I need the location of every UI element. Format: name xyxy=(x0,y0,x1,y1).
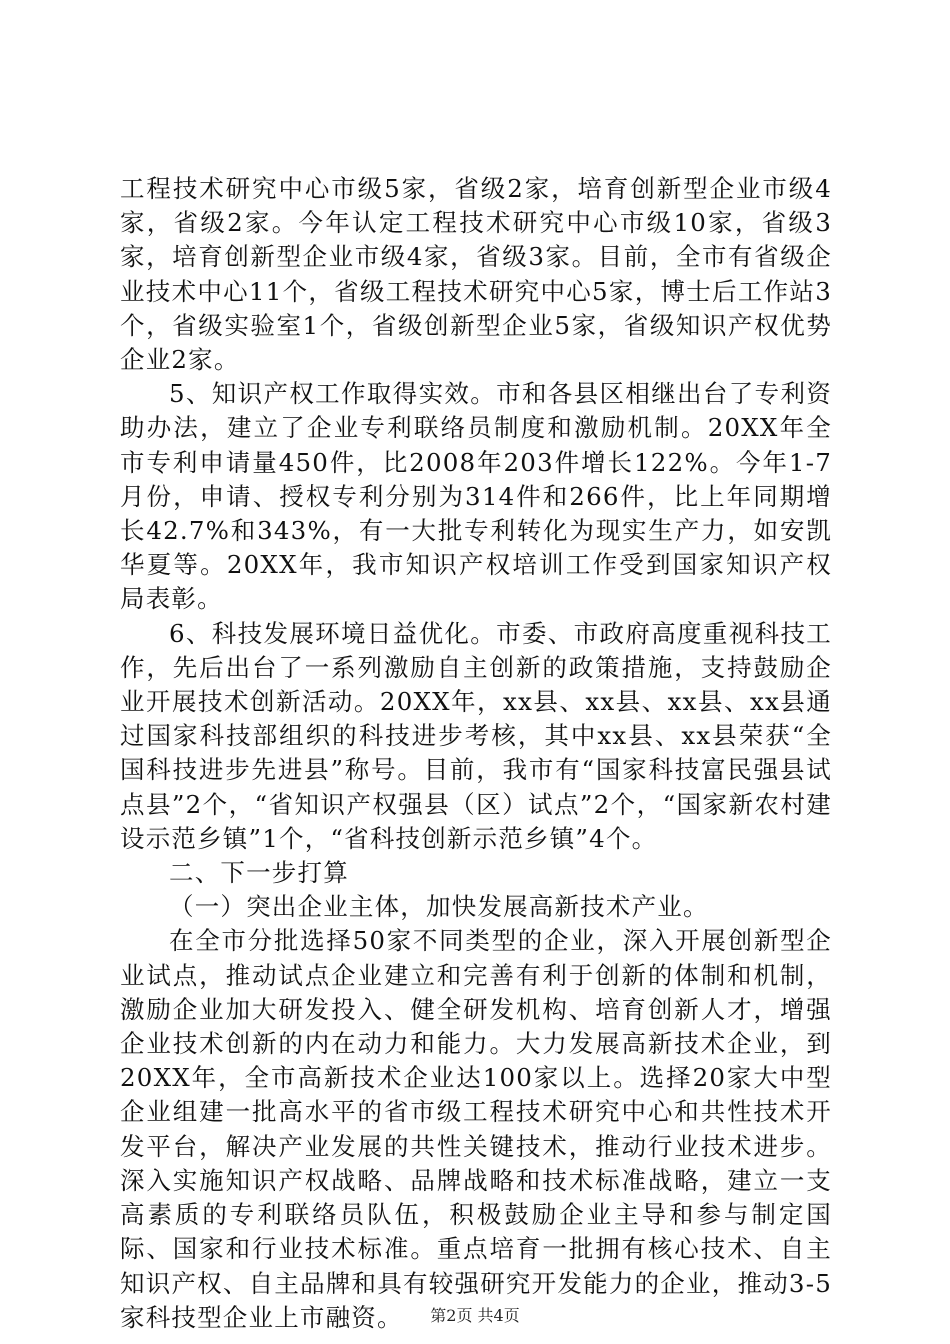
paragraph-ip-work: 5、知识产权工作取得实效。市和各县区相继出台了专利资助办法，建立了企业专利联络员制度和激励机制。20XX年全市专利申请量450件，比2008年203件增长122%。今年1-7月份，申请、授权专利分别为314件和266件，比上年同期增长42.7%和343%，有一大批专利转化为现实生产力，如安凯华夏等。20XX年，我市知识产权培训工作受到国家知识产权局表彰。 xyxy=(120,379,832,614)
page-number-footer: 第2页 共4页 xyxy=(430,1306,520,1325)
paragraph-environment: 6、科技发展环境日益优化。市委、市政府高度重视科技工作，先后出台了一系列激励自主创新的政策措施，支持鼓励企业开展技术创新活动。20XX年，xx县、xx县、xx县、xx县通过国家科技部组织的科技进步考核，其中xx县、xx县荣获“全国科技进步先进县”称号。目前，我市有“国家科技富民强县试点县”2个，“省知识产权强县（区）试点”2个，“国家新农村建设示范乡镇”1个，“省科技创新示范乡镇”4个。 xyxy=(120,618,832,853)
paragraph-plan: 在全市分批选择50家不同类型的企业，深入开展创新型企业试点，推动试点企业建立和完善有利于创新的体制和机制，激励企业加大研发投入、健全研发机构、培育创新人才，增强企业技术创新的内在动力和能力。大力发展高新技术企业，到20XX年，全市高新技术企业达100家以上。选择20家大中型企业组建一批高水平的省市级工程技术研究中心和共性技术开发平台，解决产业发展的共性关键技术，推动行业技术进步。深入实施知识产权战略、品牌战略和技术标准战略，建立一支高素质的专利联络员队伍，积极鼓励企业主导和参与制定国际、国家和行业技术标准。重点培育一批拥有核心技术、自主知识产权、自主品牌和具有较强研究开发能力的企业，推动3-5家科技型企业上市融资。 xyxy=(120,926,832,1332)
section-heading-next-steps: 二、下一步打算 xyxy=(169,858,349,888)
document-body xyxy=(120,172,832,1335)
subsection-heading-enterprise: （一）突出企业主体，加快发展高新技术产业。 xyxy=(169,892,709,922)
paragraph-continuation: 工程技术研究中心市级5家，省级2家，培育创新型企业市级4家，省级2家。今年认定工程技术研究中心市级10家，省级3家，培育创新型企业市级4家，省级3家。目前，全市有省级企业技术中心11个，省级工程技术研究中心5家，博士后工作站3个，省级实验室1个，省级创新型企业5家，省级知识产权优势企业2家。 xyxy=(120,174,832,375)
